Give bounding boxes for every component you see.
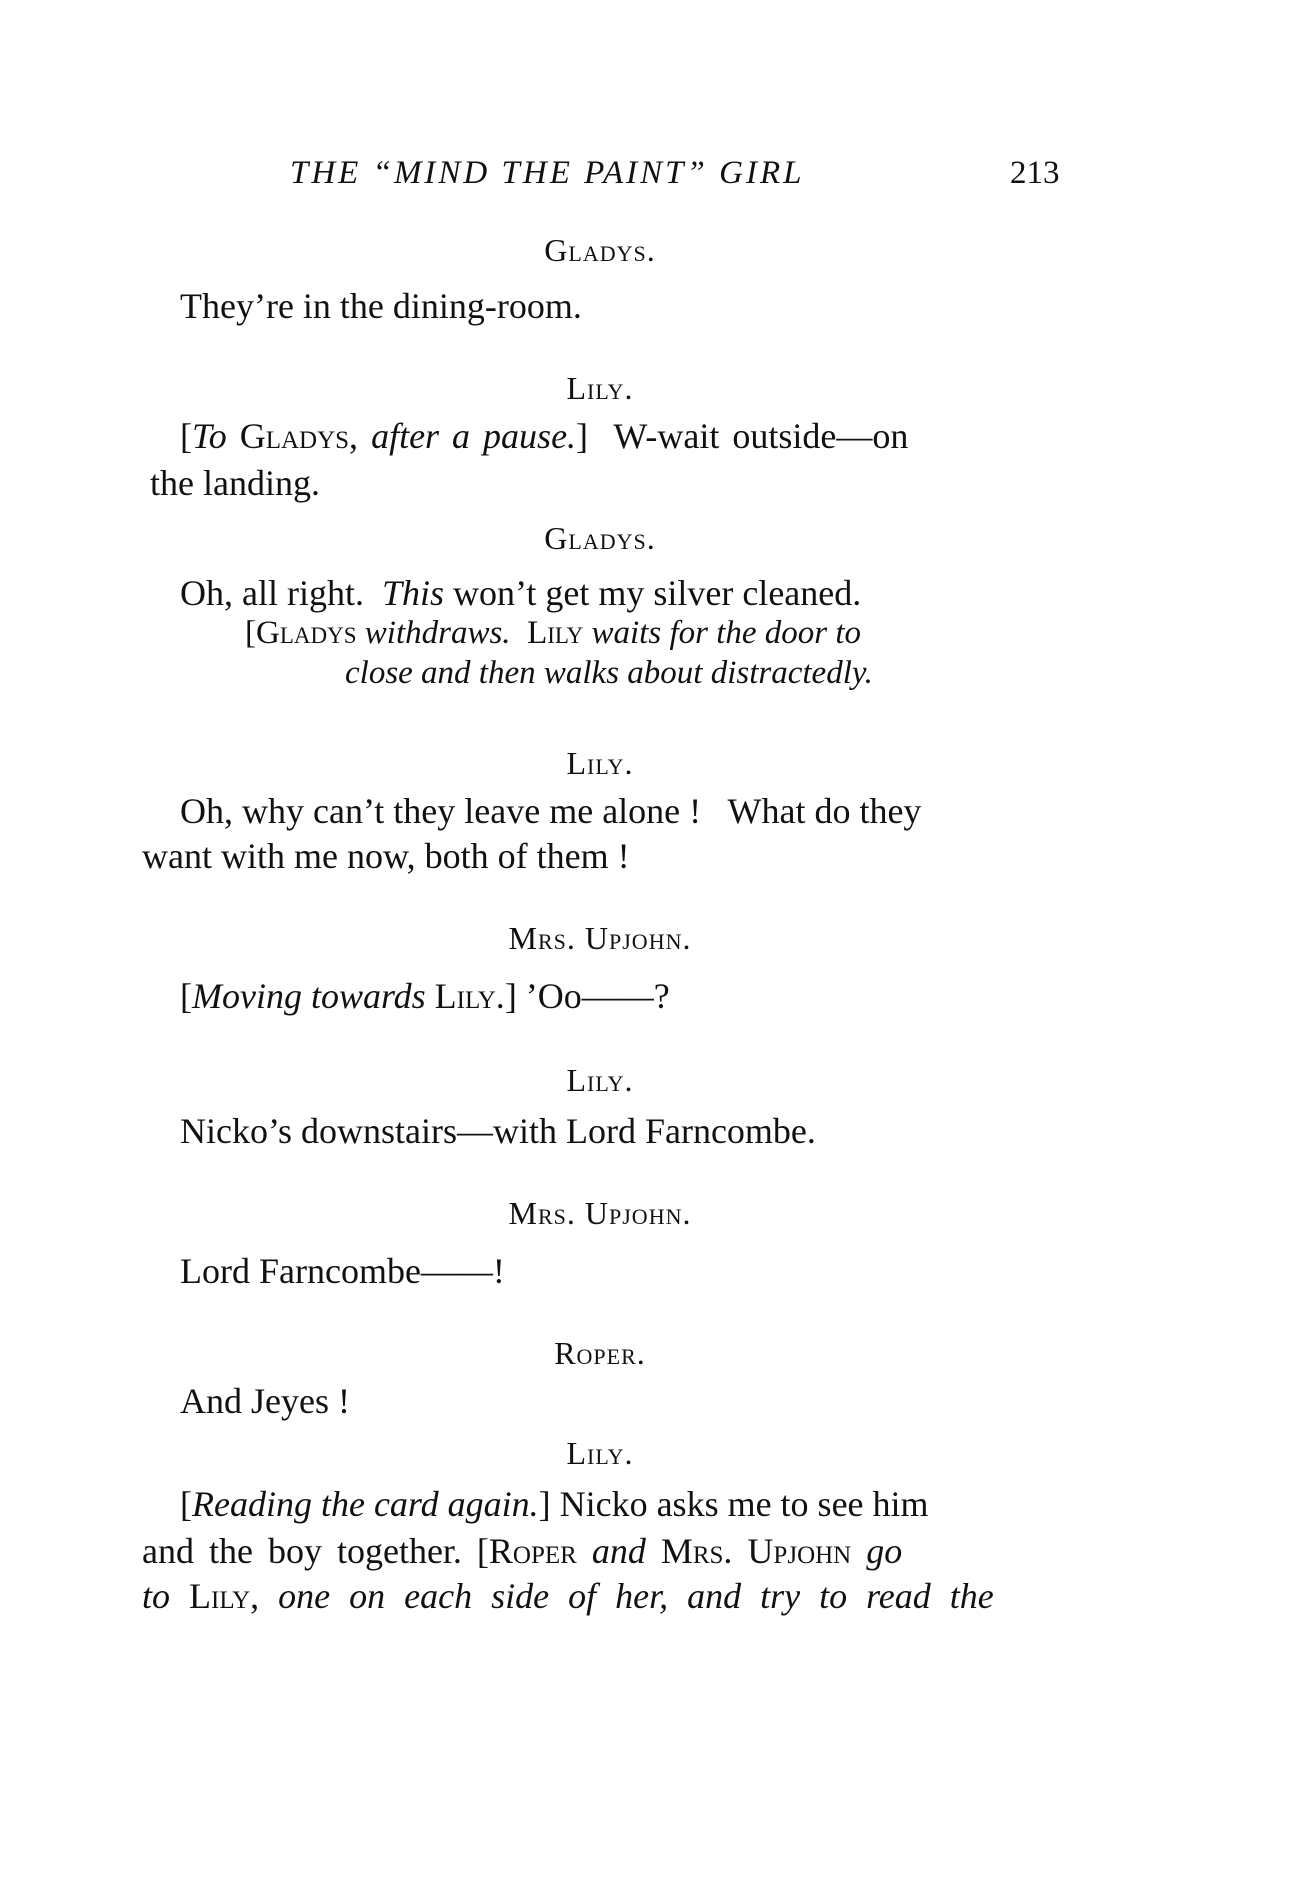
dialogue-line: And Jeyes ! <box>180 1381 350 1421</box>
speaker-name: Mrs. Upjohn. <box>508 920 692 956</box>
dialogue-text: ] Nicko asks me to see him <box>538 1484 929 1524</box>
dialogue-text: Oh, all right. <box>180 573 364 613</box>
stage-direction: Reading the card again. <box>192 1484 539 1524</box>
stage-direction: Moving towards <box>192 976 426 1016</box>
bracket: [ <box>180 976 192 1016</box>
running-title: THE “MIND THE PAINT” GIRL <box>290 155 805 191</box>
dialogue-line: Nicko’s downstairs—with Lord Farncombe. <box>180 1111 816 1151</box>
dialogue-line <box>180 572 861 614</box>
dialogue-text: W-wait outside—on <box>613 416 909 456</box>
speaker-name: Mrs. Upjohn. <box>508 1195 692 1231</box>
character-name: Roper <box>488 1531 577 1571</box>
speaker-name: Roper. <box>554 1335 646 1371</box>
page-number: 213 <box>1010 155 1060 191</box>
character-name: Lily. <box>434 976 505 1016</box>
dialogue-line: Oh, why can’t they leave me alone ! What do they <box>180 791 922 831</box>
stage-direction: withdraws. <box>364 615 511 651</box>
character-name: Mrs. Upjohn <box>660 1531 852 1571</box>
character-name: Lily <box>527 615 584 651</box>
dialogue-line: They’re in the dining-room. <box>180 286 582 326</box>
bracket: [ <box>180 416 192 456</box>
speaker-name: Gladys. <box>544 520 656 556</box>
dialogue-text: and the boy together. [ <box>142 1531 489 1571</box>
stage-direction: one on each side of her, and try to read the <box>278 1576 994 1616</box>
stage-direction-line <box>245 615 861 652</box>
stage-direction: To <box>192 416 227 456</box>
character-name: Lily, <box>189 1576 260 1616</box>
dialogue-line <box>180 415 908 457</box>
speaker-name: Lily. <box>566 1435 634 1471</box>
speaker-name: Lily. <box>566 370 634 406</box>
bracket: [ <box>180 1484 192 1524</box>
stage-direction: to <box>142 1576 171 1616</box>
emphasis: This <box>381 573 445 613</box>
stage-direction-line: close and then walks about distractedly. <box>345 655 873 691</box>
dialogue-line: the landing. <box>150 463 320 503</box>
stage-direction: and <box>591 1531 646 1571</box>
dialogue-line <box>142 1575 994 1617</box>
dialogue-text: won’t get my silver cleaned. <box>453 573 862 613</box>
dialogue-line <box>142 1530 902 1572</box>
dialogue-text: ] ’Oo——? <box>504 976 670 1016</box>
dialogue-line <box>180 1483 929 1525</box>
dialogue-line: want with me now, both of them ! <box>142 836 630 876</box>
bracket: ] <box>576 416 589 456</box>
dialogue-line <box>180 975 670 1017</box>
dialogue-line: Lord Farncombe——! <box>180 1251 505 1291</box>
stage-direction: after a pause. <box>371 416 577 456</box>
stage-direction: go <box>866 1531 903 1571</box>
speaker-name: Lily. <box>566 1062 634 1098</box>
speaker-name: Gladys. <box>544 232 656 268</box>
character-name: Gladys, <box>239 416 359 456</box>
character-name: Gladys <box>256 615 357 651</box>
stage-direction: waits for the door to <box>591 615 862 651</box>
bracket: [ <box>245 615 256 651</box>
speaker-name: Lily. <box>566 745 634 781</box>
